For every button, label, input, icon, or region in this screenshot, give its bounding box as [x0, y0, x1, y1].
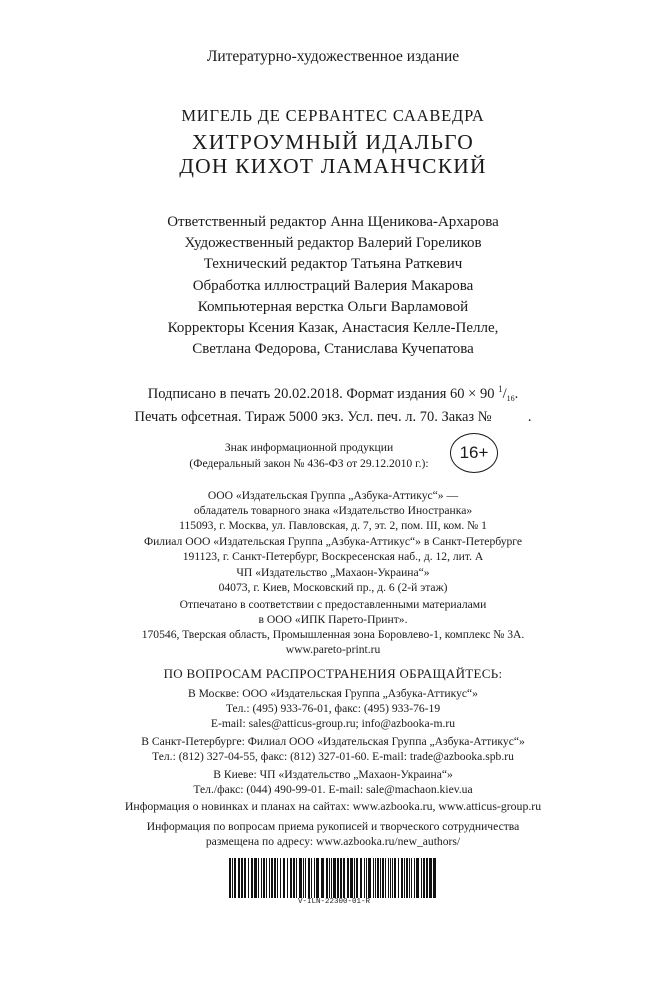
book-title — [0, 130, 666, 178]
credit-line: Ответственный редактор Анна Щеникова-Архарова — [167, 214, 499, 230]
print-info-line-2 — [0, 408, 666, 427]
info-sign-line: (Федеральный закон № 436-ФЗ от 29.12.2010 г.): — [189, 457, 429, 470]
distribution-line: В Киеве: ЧП «Издательство „Махаон-Украина“» — [213, 768, 453, 781]
credit-line: Корректоры Ксения Казак, Анастасия Келле-Пелле, — [167, 320, 499, 337]
news-info: Информация о новинках и планах на сайтах: www.azbooka.ru, www.atticus-group.ru — [124, 799, 542, 813]
print-info — [0, 380, 666, 427]
print-info-text: Печать офсетная. Тираж 5000 экз. Усл. печ. л. 70. Заказ № — [134, 409, 492, 425]
barcode-number: V-ILN-22300-01-R — [297, 898, 370, 906]
book-author: МИГЕЛЬ ДЕ СЕРВАНТЕС СААВЕДРА — [181, 106, 485, 125]
distribution-moscow — [0, 686, 666, 731]
barcode — [228, 858, 440, 898]
manuscripts-info — [0, 820, 666, 849]
age-rating-badge: 16+ — [450, 433, 498, 473]
fraction-denominator: 16 — [506, 394, 515, 403]
credit-line: Светлана Федорова, Станислава Кучепатова — [192, 341, 474, 358]
distribution-line: E-mail: sales@atticus-group.ru; info@azbooka-m.ru — [210, 717, 456, 730]
info-sign-line: Знак информационной продукции — [224, 441, 394, 454]
credit-line: Компьютерная верстка Ольги Варламовой — [197, 298, 469, 315]
manuscripts-line: размещена по адресу: www.azbooka.ru/new_authors/ — [205, 834, 461, 848]
distribution-heading: ПО ВОПРОСАМ РАСПРОСТРАНЕНИЯ ОБРАЩАЙТЕСЬ: — [163, 666, 503, 681]
publisher-line: ЧП «Издательство „Махаон-Украина“» — [236, 566, 430, 579]
credit-line: Обработка иллюстраций Валерия Макарова — [192, 277, 474, 294]
distribution-spb — [0, 734, 666, 764]
publisher-line: обладатель товарного знака «Издательство Иностранка» — [193, 504, 473, 517]
distribution-kiev — [0, 767, 666, 797]
title-line: ДОН КИХОТ ЛАМАНЧСКИЙ — [179, 154, 487, 178]
printing-line: Отпечатано в соответствии с предоставленными материалами — [179, 598, 487, 611]
fraction-numerator: 1 — [498, 384, 503, 394]
print-info-dot: . — [527, 409, 532, 425]
manuscripts-line: Информация по вопросам приема рукописей и творческого сотрудничества — [146, 820, 520, 833]
printing-block — [0, 597, 666, 657]
printing-line: в ООО «ИПК Парето-Принт». — [258, 613, 408, 626]
distribution-line: Тел./факс: (044) 490-99-01. E-mail: sale@machaon.kiev.ua — [193, 783, 473, 796]
publisher-line: 191123, г. Санкт-Петербург, Воскресенская наб., д. 12, лит. А — [182, 550, 484, 563]
credit-line: Технический редактор Татьяна Раткевич — [203, 256, 463, 273]
print-info-line-1: Подписано в печать 20.02.2018. Формат издания 60 × 90 $^1/_{16}$. — [147, 384, 519, 403]
publisher-block — [0, 488, 666, 533]
print-info-text: Подписано в печать 20.02.2018. Формат издания 60 × 90 — [147, 386, 499, 402]
printing-website: www.pareto-print.ru — [285, 643, 381, 656]
distribution-line: В Санкт-Петербурге: Филиал ООО «Издательская Группа „Азбука-Аттикус“» — [141, 735, 525, 748]
distribution-line: Тел.: (812) 327-04-55, факс: (812) 327-01-60. E-mail: trade@azbooka.spb.ru — [152, 750, 514, 763]
printing-line: 170546, Тверская область, Промышленная зона Боровлево-1, комплекс № 3А. — [141, 628, 525, 641]
ukraine-block — [0, 565, 666, 595]
distribution-line: Тел.: (495) 933-76-01, факс: (495) 933-76-19 — [225, 702, 441, 715]
title-line: ХИТРОУМНЫЙ ИДАЛЬГО — [192, 130, 474, 154]
publisher-line: 04073, г. Киев, Московский пр., д. 6 (2-й этаж) — [218, 581, 448, 594]
print-info-dot: . — [514, 386, 519, 402]
publisher-line: 115093, г. Москва, ул. Павловская, д. 7, эт. 2, пом. III, ком. № 1 — [179, 519, 487, 532]
publisher-line: ООО «Издательская Группа „Азбука-Аттикус“» — — [207, 489, 459, 502]
publisher-line: Филиал ООО «Издательская Группа „Азбука-Аттикус“» в Санкт-Петербурге — [143, 535, 523, 548]
spb-branch-block — [0, 534, 666, 564]
edition-type: Литературно-художественное издание — [206, 48, 460, 65]
credit-line: Художественный редактор Валерий Гореликов — [184, 235, 482, 252]
distribution-line: В Москве: ООО «Издательская Группа „Азбука-Аттикус“» — [188, 687, 478, 700]
credits-block — [0, 212, 666, 360]
info-product-sign — [178, 440, 440, 472]
